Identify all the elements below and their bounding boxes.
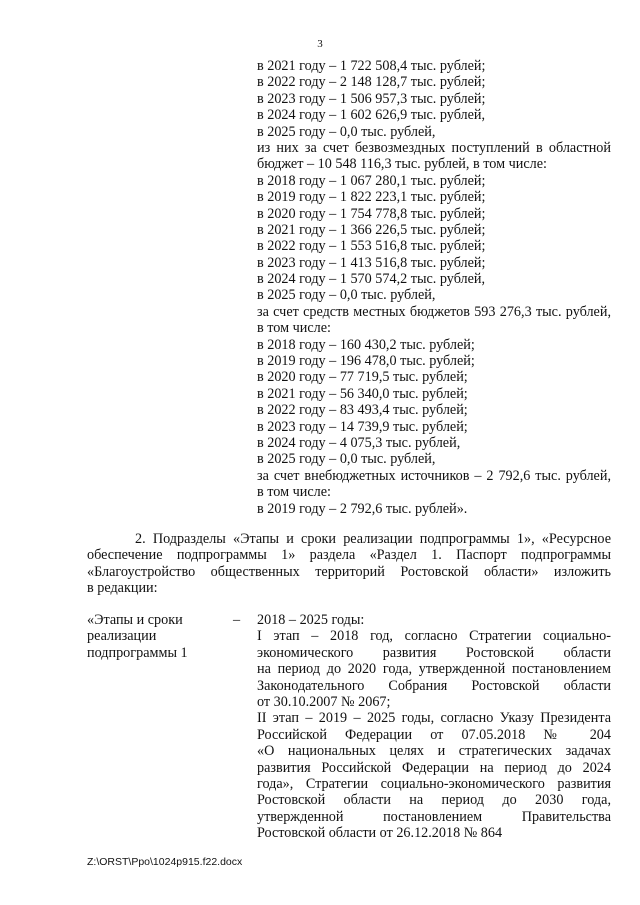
footer-file-path: Z:\ORST\Ppo\1024p915.f22.docx <box>87 856 243 868</box>
funding-line: за счет внебюджетных источников – 2 792,6 тыс. рублей, <box>257 467 611 484</box>
funding-line: из них за счет безвозмездных поступлений в областной <box>257 139 611 156</box>
funding-line: в 2024 году – 1 602 626,9 тыс. рублей, <box>257 107 486 124</box>
paragraph-line: в редакции: <box>87 580 158 597</box>
table-value-line: развития Российской Федерации на период до 2024 <box>257 759 611 776</box>
paragraph-line: обеспечение подпрограммы 1» раздела «Раздел 1. Паспорт подпрограммы <box>87 547 611 564</box>
funding-line: в том числе: <box>257 320 331 337</box>
funding-line: в 2022 году – 1 553 516,8 тыс. рублей; <box>257 238 486 255</box>
funding-line: в 2023 году – 14 739,9 тыс. рублей; <box>257 418 468 435</box>
funding-line: в 2021 году – 1 722 508,4 тыс. рублей; <box>257 58 486 74</box>
funding-line: в 2023 году – 1 506 957,3 тыс. рублей; <box>257 90 486 107</box>
funding-line: в 2018 году – 160 430,2 тыс. рублей; <box>257 336 475 353</box>
table-value-line: Ростовской области на период до 2030 года, <box>257 792 611 809</box>
table-value-line: на период до 2020 года, утвержденной постановлением <box>257 661 611 678</box>
table-value-line: года», Стратегии социально-экономического развития <box>257 775 611 792</box>
funding-line: в 2019 году – 2 792,6 тыс. рублей». <box>257 500 468 517</box>
table-value-line: утвержденной постановлением Правительства <box>257 808 611 825</box>
funding-line: в 2021 году – 56 340,0 тыс. рублей; <box>257 385 468 402</box>
table-label-line: подпрограммы 1 <box>87 644 188 661</box>
amendment-paragraph <box>87 531 611 597</box>
funding-line: в том числе: <box>257 484 331 501</box>
funding-line: за счет средств местных бюджетов 593 276,3 тыс. рублей, <box>257 303 611 320</box>
table-value-line: II этап – 2019 – 2025 годы, согласно Указу Президента <box>257 710 611 727</box>
funding-line: в 2022 году – 2 148 128,7 тыс. рублей; <box>257 74 486 91</box>
funding-line: в 2024 году – 4 075,3 тыс. рублей, <box>257 434 461 451</box>
table-value-line: 2018 – 2025 годы: <box>257 612 365 628</box>
table-value-line: Российской Федерации от 07.05.2018 № 204 <box>257 726 611 743</box>
funding-line: бюджет – 10 548 116,3 тыс. рублей, в том числе: <box>257 156 547 173</box>
funding-line: в 2021 году – 1 366 226,5 тыс. рублей; <box>257 221 486 238</box>
table-label-line: реализации <box>87 628 157 645</box>
table-value-line: экономического развития Ростовской области <box>257 644 611 661</box>
table-value-line: «О национальных целях и стратегических задачах <box>257 743 611 760</box>
funding-line: в 2020 году – 1 754 778,8 тыс. рублей; <box>257 205 486 222</box>
funding-list <box>257 58 611 517</box>
funding-line: в 2018 году – 1 067 280,1 тыс. рублей; <box>257 172 486 189</box>
funding-line: в 2025 году – 0,0 тыс. рублей, <box>257 451 436 468</box>
table-value-line: Законодательного Собрания Ростовской области <box>257 677 611 694</box>
table-value-cell <box>257 612 611 841</box>
table-value-line: I этап – 2018 год, согласно Стратегии социально- <box>257 628 611 645</box>
funding-line: в 2019 году – 1 822 223,1 тыс. рублей; <box>257 189 486 206</box>
funding-line: в 2022 году – 83 493,4 тыс. рублей; <box>257 402 468 419</box>
page-number: 3 <box>317 38 323 50</box>
funding-line: в 2025 году – 0,0 тыс. рублей, <box>257 123 436 140</box>
funding-line: в 2025 году – 0,0 тыс. рублей, <box>257 287 436 304</box>
table-label-cell <box>87 612 227 661</box>
funding-line: в 2019 году – 196 478,0 тыс. рублей; <box>257 353 475 370</box>
funding-line: в 2024 году – 1 570 574,2 тыс. рублей, <box>257 271 486 288</box>
paragraph-line: «Благоустройство общественных территорий Ростовской области» изложить <box>87 563 611 580</box>
funding-line: в 2020 году – 77 719,5 тыс. рублей; <box>257 369 468 386</box>
funding-line: в 2023 году – 1 413 516,8 тыс. рублей; <box>257 254 486 271</box>
table-dash: – <box>233 612 241 628</box>
table-label-line: «Этапы и сроки <box>87 612 183 628</box>
paragraph-line: 2. Подразделы «Этапы и сроки реализации подпрограммы 1», «Ресурсное <box>135 531 611 547</box>
table-value-line: от 30.10.2007 № 2067; <box>257 693 391 710</box>
table-value-line: Ростовской области от 26.12.2018 № 864 <box>257 825 503 842</box>
